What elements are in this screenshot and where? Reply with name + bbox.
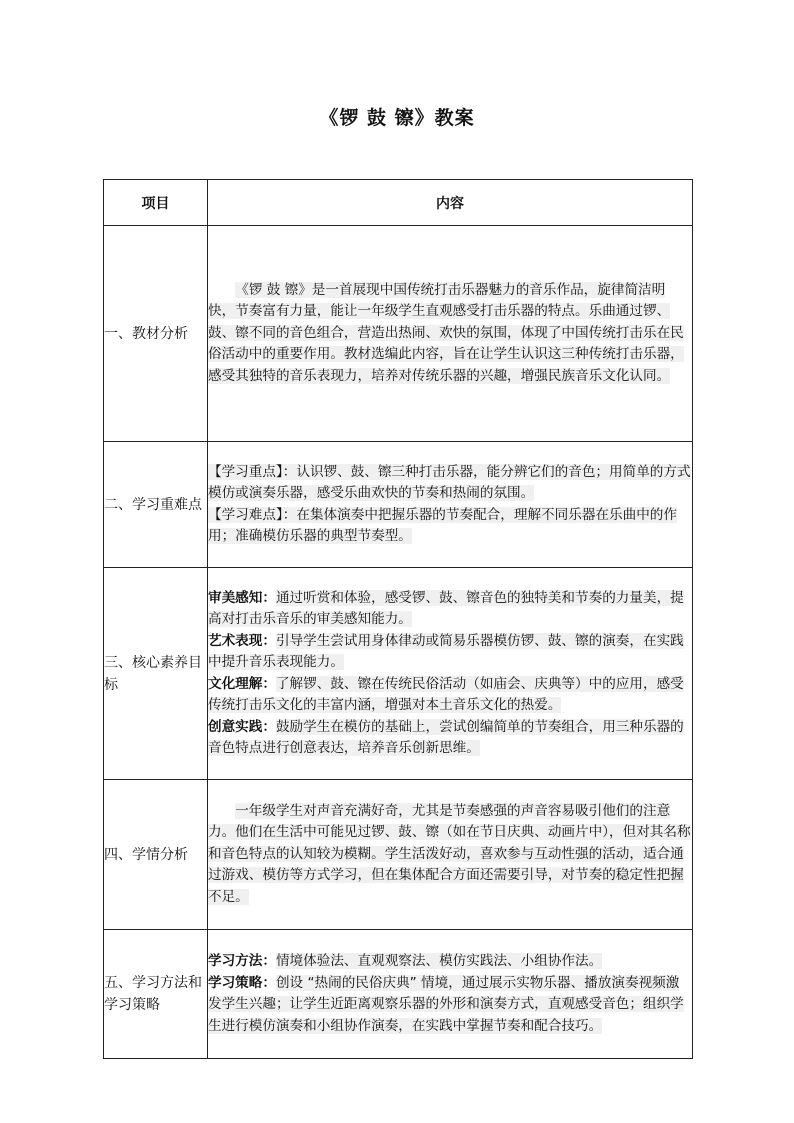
paragraph-lead: 审美感知： <box>208 589 276 606</box>
row-label: 五、学习方法和学习策略 <box>104 930 208 1059</box>
paragraph-text: 了解锣、鼓、镲在传统民俗活动（如庙会、庆典等）中的应用，感受传统打击乐文化的丰富内涵，增强对本土音乐文化的热爱。 <box>208 675 684 713</box>
content-paragraph <box>208 801 692 909</box>
row-content <box>208 930 693 1059</box>
document-title: 《锣 鼓 镲》教案 <box>319 107 475 129</box>
content-paragraph <box>208 631 692 674</box>
header-content: 内容 <box>208 180 693 226</box>
paragraph-lead: 学习策略： <box>208 974 276 991</box>
header-item: 项目 <box>104 180 208 226</box>
row-label: 三、核心素养目标 <box>104 568 208 780</box>
paragraph-text: 创设 “热闹的民俗庆典” 情境，通过展示实物乐器、播放演奏视频激发学生兴趣；让学生近距离观察乐器的外形和演奏方式，直观感受音色；组织学生进行模仿演奏和小组协作演奏，在实践中掌握节奏和配合技巧。 <box>208 974 684 1034</box>
paragraph-text: 引导学生尝试用身体律动或简易乐器模仿锣、鼓、镲的演奏，在实践中提升音乐表现能力。 <box>208 632 684 670</box>
content-paragraph <box>208 674 692 717</box>
paragraph-text: 《锣 鼓 镲》是一首展现中国传统打击乐器魅力的音乐作品，旋律简洁明快，节奏富有力量，能让一年级学生直观感受打击乐器的特点。乐曲通过锣、鼓、镲不同的音色组合，营造出热闹、欢快的氛围，体现了中国传统打击乐在民俗活动中的重要作用。教材选编此内容，旨在让学生认识这三种传统打击乐器，感受其独特的音乐表现力，培养对传统乐器的兴趣，增强民族音乐文化认同。 <box>208 281 684 384</box>
content-paragraph <box>208 280 692 388</box>
paragraph-text: 情境体验法、直观观察法、模仿实践法、小组协作法。 <box>275 953 603 969</box>
paragraph-lead: 学习方法： <box>208 953 276 969</box>
row-label: 二、学习重难点 <box>104 442 208 568</box>
paragraph-text: 【学习难点】：在集体演奏中把握乐器的节奏配合，理解不同乐器在乐曲中的作用；准确模仿乐器的典型节奏型。 <box>208 506 677 544</box>
row-content <box>208 780 693 930</box>
content-paragraph <box>208 951 692 973</box>
table-row <box>104 930 693 1059</box>
row-label: 一、教材分析 <box>104 226 208 442</box>
paragraph-text: 鼓励学生在模仿的基础上，尝试创编简单的节奏组合，用三种乐器的音色特点进行创意表达，培养音乐创新思维。 <box>208 718 684 756</box>
paragraph-text: 一年级学生对声音充满好奇，尤其是节奏感强的声音容易吸引他们的注意力。他们在生活中可能见过锣、鼓、镲（如在节日庆典、动画片中），但对其名称和音色特点的认知较为模糊。学生活泼好动，喜欢参与互动性强的活动，适合通过游戏、模仿等方式学习，但在集体配合方面还需要引导，对节奏的稳定性把握不足。 <box>208 802 691 905</box>
paragraph-text: 通过听赏和体验，感受锣、鼓、镲音色的独特美和节奏的力量美，提高对打击乐音乐的审美感知能力。 <box>208 589 684 627</box>
row-content <box>208 442 693 568</box>
paragraph-lead: 创意实践： <box>208 718 276 735</box>
row-content <box>208 226 693 442</box>
table-header-row <box>104 180 693 226</box>
content-paragraph <box>208 505 692 548</box>
paragraph-lead: 艺术表现： <box>208 632 276 649</box>
content-paragraph <box>208 588 692 631</box>
paragraph-text: 【学习重点】：认识锣、鼓、镲三种打击乐器，能分辨它们的音色；用简单的方式模仿或演奏乐器，感受乐曲欢快的节奏和热闹的氛围。 <box>208 463 691 501</box>
table-row <box>104 780 693 930</box>
table-row <box>104 568 693 780</box>
table-row <box>104 226 693 442</box>
lesson-plan-table <box>103 179 693 1059</box>
content-paragraph <box>208 973 692 1038</box>
content-paragraph <box>208 462 692 505</box>
paragraph-lead: 文化理解： <box>208 675 276 692</box>
table-row <box>104 442 693 568</box>
row-content <box>208 568 693 780</box>
content-paragraph <box>208 717 692 760</box>
row-label: 四、学情分析 <box>104 780 208 930</box>
